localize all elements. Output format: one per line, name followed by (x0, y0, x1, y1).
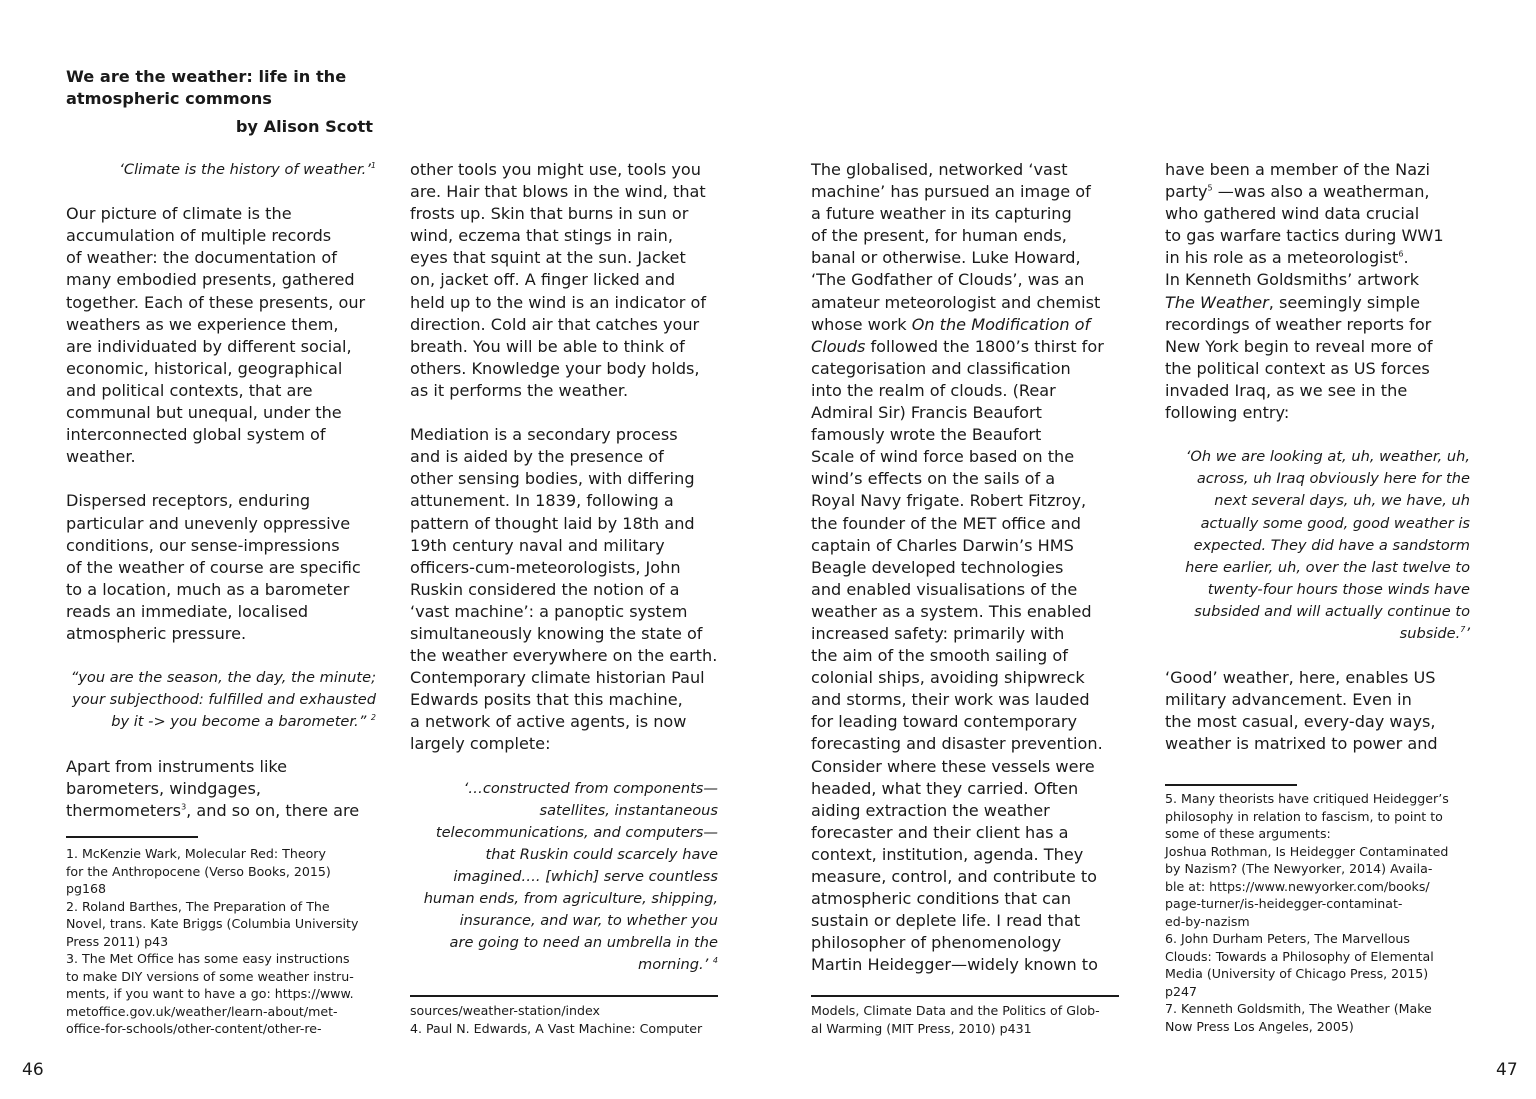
work-title: Clouds (811, 336, 866, 356)
text-line: of the present, for human ends, (811, 226, 1067, 246)
text-line: following entry: (1165, 403, 1290, 423)
footnote-rule (1165, 784, 1297, 786)
footnote-ref: 3 (181, 802, 187, 812)
text-line: a network of active agents, is now (410, 712, 687, 732)
text-line: wind’s effects on the sails of a (811, 469, 1056, 489)
text-line: direction. Cold air that catches your (410, 314, 700, 334)
footnote-line: ble at: https://www.newyorker.com/books/ (1165, 878, 1430, 894)
footnote-line: ed-by-nazism (1165, 913, 1250, 929)
text-line: recordings of weather reports for (1165, 314, 1432, 334)
text-line: 19th century naval and military (410, 535, 665, 555)
text-line: are. Hair that blows in the wind, that (410, 182, 706, 202)
footnote-rule (811, 995, 1119, 997)
text-line: military advancement. Even in (1165, 690, 1412, 710)
text-line: others. Knowledge your body holds, (410, 358, 700, 378)
paragraph: Apart from instruments like barometers, windgages, thermometers$^3$, and so on, there are (66, 756, 360, 820)
footnotes-column-3 (811, 1002, 1131, 1037)
text-line: New York begin to reveal more of (1165, 336, 1433, 356)
footnote-line: 6. John Durham Peters, The Marvellous (1165, 931, 1410, 946)
footnote-line: p247 (1165, 983, 1198, 999)
text-line: measure, control, and contribute to (811, 867, 1098, 886)
footnote-line: for the Anthropocene (Verso Books, 2015) (66, 863, 331, 879)
text-line: of the weather of course are specific (66, 557, 361, 577)
text-line: other tools you might use, tools you (410, 160, 701, 179)
footnote-line: al Warming (MIT Press, 2010) p431 (811, 1020, 1032, 1036)
column-4 (1165, 159, 1475, 756)
text-line: reads an immediate, localised (66, 601, 309, 621)
text-line: Mediation is a secondary process (410, 425, 678, 445)
text-line: the weather everywhere on the earth. (410, 646, 718, 666)
text-line: aiding extraction the weather (811, 800, 1050, 820)
text-line: ‘The Godfather of Clouds’, was an (811, 270, 1085, 290)
paragraph (66, 490, 376, 645)
footnote-rule (66, 836, 198, 838)
text-line: on, jacket off. A finger licked and (410, 270, 676, 290)
footnote-line: pg168 (66, 881, 107, 896)
text-line: breath. You will be able to think of (410, 336, 685, 356)
footnotes-column-4 (1165, 790, 1485, 1035)
text-line: ‘Good’ weather, here, enables US (1165, 668, 1436, 688)
text-line: particular and unevenly oppressive (66, 513, 351, 533)
title-line: We are the weather: life in the (66, 67, 347, 86)
footnote-line: Press 2011) p43 (66, 933, 169, 949)
text-line: headed, what they carried. Often (811, 778, 1079, 798)
text-line: conditions, our sense-impressions (66, 535, 340, 555)
byline: by Alison Scott (235, 117, 373, 136)
text-line: officers-cum-meteorologists, John (410, 557, 681, 577)
text-line: the aim of the smooth sailing of (811, 646, 1068, 666)
footnotes-column-1 (66, 845, 386, 1038)
column-2 (410, 159, 720, 976)
footnote-line: Novel, trans. Kate Briggs (Columbia University (66, 916, 359, 931)
text-line: colonial ships, avoiding shipwreck (811, 668, 1085, 688)
text-line: amateur meteorologist and chemist (811, 292, 1101, 312)
column-3 (811, 159, 1121, 976)
text-line: Admiral Sir) Francis Beaufort (811, 403, 1042, 423)
text-line: weather. (66, 447, 136, 467)
text-line: simultaneously knowing the state of (410, 623, 703, 643)
text-line: other sensing bodies, with differing (410, 469, 695, 489)
block-quote: ‘…constructed from components— satellites, instantaneous telecommunications, and computers— that Ruskin could scarcely have imagined…. [which] serve countless human ends, from agriculture, shipping, insurance, and war, to whether you are going to need an umbrella in the morning.’ $^4$ (423, 779, 718, 974)
footnote-line: 3. The Met Office has some easy instructions (66, 951, 350, 966)
text-line: Ruskin considered the notion of a (410, 579, 680, 599)
text-line: Royal Navy frigate. Robert Fitzroy, (811, 491, 1087, 511)
epigraph: ‘Climate is the history of weather.’$^1$ (119, 161, 376, 178)
text-line: Beagle developed technologies (811, 557, 1064, 577)
text-line: machine’ has pursued an image of (811, 182, 1091, 202)
text-line: and enabled visualisations of the (811, 579, 1078, 599)
text-line: largely complete: (410, 734, 551, 754)
footnote-line: Joshua Rothman, Is Heidegger Contaminated (1165, 843, 1449, 859)
text-line: into the realm of clouds. (Rear (811, 380, 1056, 400)
text-line: held up to the wind is an indicator of (410, 292, 707, 312)
footnote-line: 2. Roland Barthes, The Preparation of The (66, 898, 330, 914)
text-line: the political context as US forces (1165, 358, 1430, 378)
text-line: Consider where these vessels were (811, 756, 1095, 776)
text-line: and storms, their work was lauded (811, 690, 1090, 710)
footnote-line: Media (University of Chicago Press, 2015) (1165, 966, 1429, 981)
text-line: together. Each of these presents, our (66, 292, 366, 312)
text-line: to a location, much as a barometer (66, 579, 350, 599)
text-line: sustain or deplete life. I read that (811, 911, 1081, 931)
text-line: as it performs the weather. (410, 380, 629, 400)
text-line: captain of Charles Darwin’s HMS (811, 535, 1074, 555)
text-line: and is aided by the presence of (410, 447, 664, 467)
text-line: attunement. In 1839, following a (410, 491, 674, 511)
text-line: weather is matrixed to power and (1165, 734, 1438, 754)
text-line: frosts up. Skin that burns in sun or (410, 204, 689, 224)
page-number-left: 46 (22, 1060, 44, 1080)
text-line: philosopher of phenomenology (811, 933, 1062, 953)
text-line: The globalised, networked ‘vast (811, 160, 1068, 179)
text-line: weathers as we experience them, (66, 314, 339, 334)
text-line: forecasting and disaster prevention. (811, 734, 1103, 754)
paragraph: The globalised, networked ‘vast machine’ has pursued an image of a future weather in its capturing of the present, for human ends, banal or otherwise. Luke Howard, ‘The Godfather of Clouds’, was an amateur meteorologist and chemist whose work On the Modification of Clouds followed the 1800’s thirst for categorisation and classification into the realm of clouds. (Rear Admiral Sir) Francis Beaufort famously wrote the Beaufort Scale of wind force based on the wind’s effects on the sails of a Royal Navy frigate. Robert Fitzroy, the founder of the MET office and captain of Charles Darwin’s HMS Beagle developed technologies and enabled visualisations of the weather as a system. This enabled increased safety: primarily with the aim of the smooth sailing of colonial ships, avoiding shipwreck and storms, their work was lauded for leading toward contemporary forecasting and disaster prevention. Consider where these vessels were headed, what they carried. Often aiding extraction the weather forecaster and their client has a context, institution, agenda. They measure, control, and contribute to atmospheric conditions that can sustain or deplete life. I read that philosopher of phenomenology Martin Heidegger—widely known to (811, 159, 1121, 976)
footnote-line: some of these arguments: (1165, 826, 1331, 841)
text-line: and political contexts, that are (66, 380, 313, 400)
text-line: wind, eczema that stings in rain, (410, 226, 673, 246)
text-line: Contemporary climate historian Paul (410, 668, 705, 688)
text-line: weather as a system. This enabled (811, 601, 1092, 621)
title-line: atmospheric commons (66, 89, 272, 108)
text-line: categorisation and classification (811, 358, 1071, 378)
text-line: increased safety: primarily with (811, 623, 1065, 643)
footnote-line: Clouds: Towards a Philosophy of Elemental (1165, 948, 1434, 964)
block-quote: ‘Oh we are looking at, uh, weather, uh, across, uh Iraq obviously here for the next several days, uh, we have, uh actually some good, good weather is expected. They did have a sandstorm here earlier, uh, over the last twelve to twenty-four hours those winds have subsided and will actually continue to subside.$^7$’ (1185, 448, 1470, 642)
paragraph (1165, 667, 1475, 755)
footnote-line: philosophy in relation to fascism, to point to (1165, 808, 1443, 824)
footnote-ref: 5 (1207, 183, 1213, 193)
text-line: for leading toward contemporary (811, 712, 1078, 732)
text-line: invaded Iraq, as we see in the (1165, 380, 1408, 400)
footnote-ref: 1 (370, 161, 376, 171)
text-line: Dispersed receptors, enduring (66, 491, 311, 511)
footnote-line: 1. McKenzie Wark, Molecular Red: Theory (66, 846, 326, 861)
text-line: atmospheric pressure. (66, 623, 247, 643)
text-line: interconnected global system of (66, 425, 326, 445)
paragraph: have been a member of the Nazi party$^5$ —was also a weatherman, who gathered wind data crucial to gas warfare tactics during WW1 in his role as a meteorologist$^6$. In Kenneth Goldsmiths’ artwork The Weather, seemingly simple recordings of weather reports for New York begin to reveal more of the political context as US forces invaded Iraq, as we see in the following entry: (1165, 159, 1475, 424)
text-line: Our picture of climate is the (66, 204, 292, 224)
text-line: the most casual, every-day ways, (1165, 712, 1436, 732)
paragraph (410, 424, 720, 755)
footnote-line: sources/weather-station/index (410, 1003, 601, 1018)
text-line: ‘vast machine’: a panoptic system (410, 601, 688, 621)
block-quote: “you are the season, the day, the minute; your subjecthood: fulfilled and exhausted by it -> you become a barometer.” $^2$ (70, 669, 376, 731)
text-line: the founder of the MET office and (811, 513, 1081, 533)
text-line: a future weather in its capturing (811, 204, 1072, 224)
footnote-line: office-for-schools/other-content/other-re- (66, 1021, 322, 1036)
text-line: Edwards posits that this machine, (410, 690, 683, 710)
work-title: The Weather (1165, 292, 1269, 312)
footnote-ref: 7 (1460, 625, 1466, 635)
footnote-ref: 2 (370, 713, 376, 723)
text-line: Scale of wind force based on the (811, 447, 1075, 467)
footnote-line: by Nazism? (The Newyorker, 2014) Availa- (1165, 861, 1433, 876)
paragraph (66, 203, 376, 468)
footnotes-column-2 (410, 1002, 730, 1037)
footnote-line: Models, Climate Data and the Politics of Glob- (811, 1003, 1100, 1018)
column-1 (66, 159, 376, 822)
footnote-line: to make DIY versions of some weather instru- (66, 968, 354, 984)
text-line: forecaster and their client has a (811, 822, 1069, 842)
footnote-ref: 4 (712, 956, 718, 966)
text-line: eyes that squint at the sun. Jacket (410, 248, 686, 268)
article-title (66, 66, 386, 110)
footnote-line: 5. Many theorists have critiqued Heidegger’s (1165, 791, 1449, 806)
text-line: many embodied presents, gathered (66, 270, 355, 290)
text-line: banal or otherwise. Luke Howard, (811, 248, 1081, 268)
footnote-line: 7. Kenneth Goldsmith, The Weather (Make (1165, 1001, 1432, 1016)
text-line: pattern of thought laid by 18th and (410, 513, 695, 533)
footnote-line: page-turner/is-heidegger-contaminat- (1165, 896, 1403, 911)
text-line: economic, historical, geographical (66, 358, 343, 378)
text-line: famously wrote the Beaufort (811, 425, 1042, 445)
footnote-line: 4. Paul N. Edwards, A Vast Machine: Computer (410, 1020, 703, 1036)
text-line: context, institution, agenda. They (811, 844, 1084, 864)
footnote-line: metoffice.gov.uk/weather/learn-about/met- (66, 1003, 338, 1019)
footnote-line: Now Press Los Angeles, 2005) (1165, 1018, 1354, 1034)
text-line: of weather: the documentation of (66, 248, 337, 268)
text-line: communal but unequal, under the (66, 403, 342, 423)
text-line: atmospheric conditions that can (811, 889, 1072, 909)
page-number-right: 47 (1496, 1060, 1518, 1080)
text-line: are individuated by different social, (66, 336, 352, 356)
footnote-ref: 6 (1398, 250, 1404, 260)
footnote-line: ments, if you want to have a go: https://www. (66, 986, 354, 1001)
footnote-rule (410, 995, 718, 997)
text-line: accumulation of multiple records (66, 226, 332, 246)
text-line: Martin Heidegger—widely known to (811, 955, 1098, 975)
work-title: On the Modification of (911, 314, 1091, 334)
paragraph (410, 159, 720, 402)
